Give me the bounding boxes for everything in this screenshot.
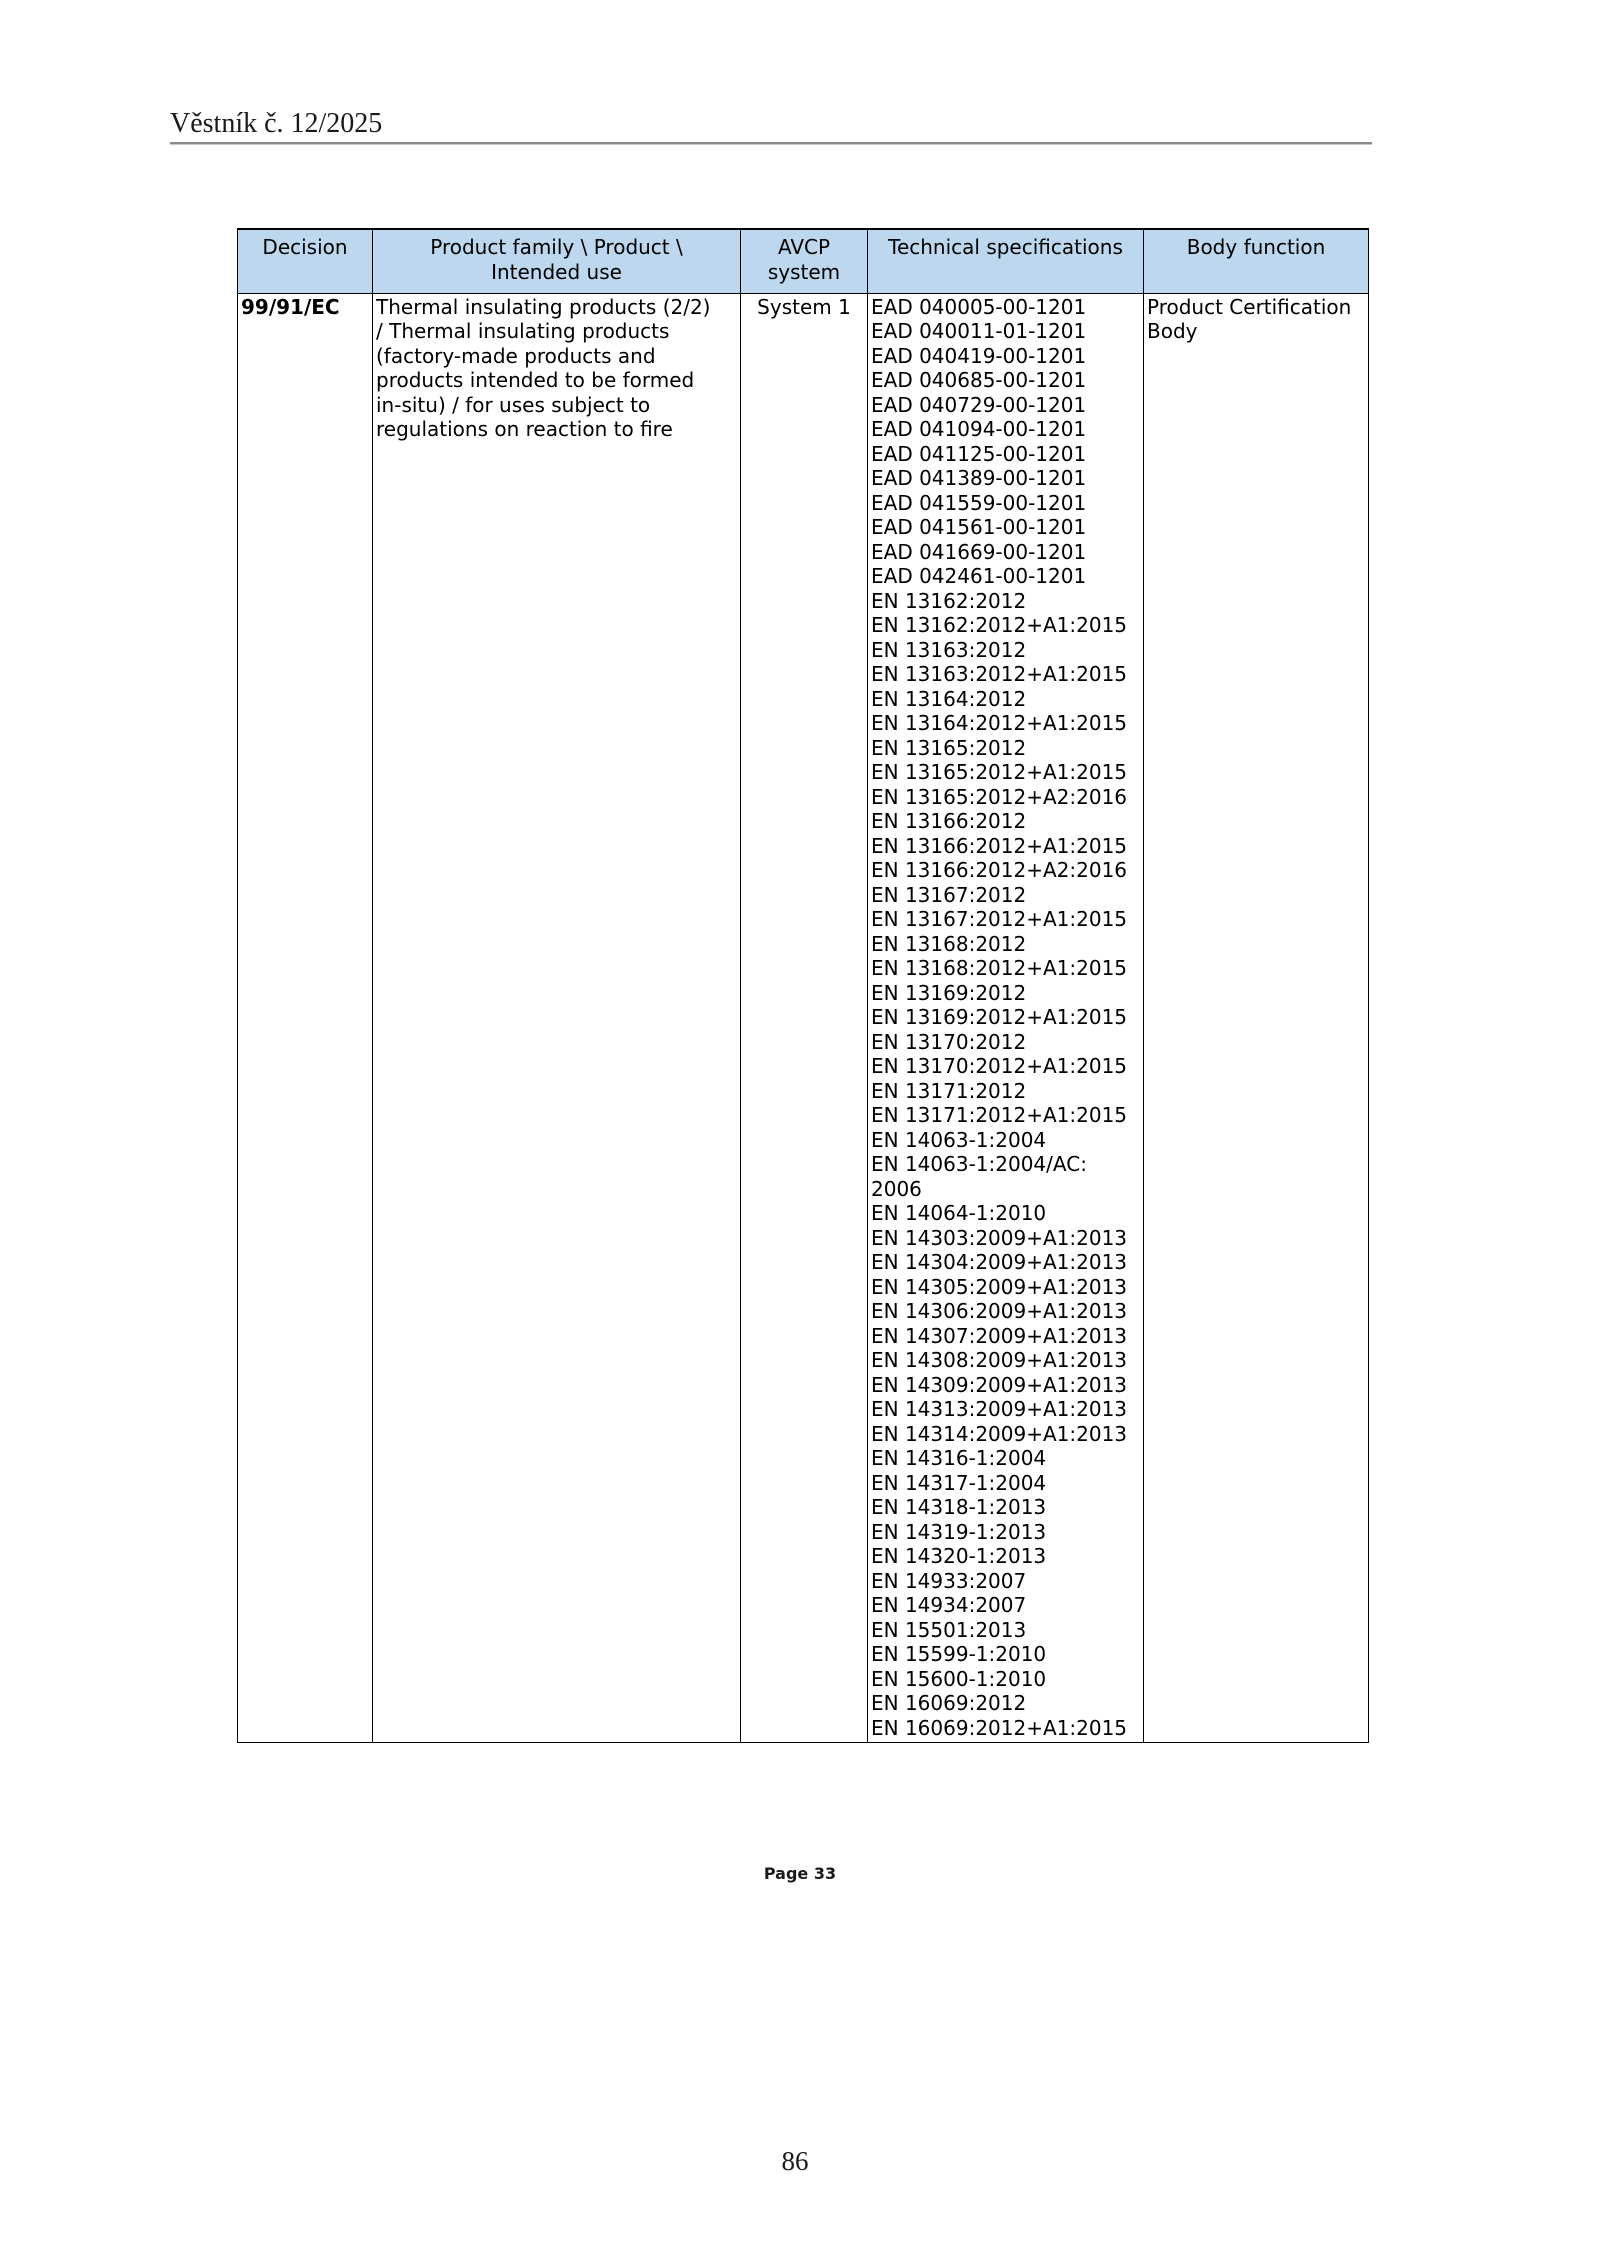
spec-line: EN 13169:2012 <box>871 980 1027 1005</box>
spec-line: EN 13170:2012 <box>871 1029 1027 1054</box>
col-header-decision-label: Decision <box>262 235 348 259</box>
spec-line: EAD 041125-00-1201 <box>871 441 1087 466</box>
body-function-line: Product Certification <box>1147 294 1352 319</box>
spec-line: EN 14317-1:2004 <box>871 1470 1047 1495</box>
product-family-cell <box>373 293 741 1743</box>
spec-line: EN 14320-1:2013 <box>871 1544 1047 1568</box>
spec-line: EN 14314:2009+A1:2013 <box>871 1421 1128 1446</box>
spec-line: EN 13168:2012 <box>871 931 1027 956</box>
decision-cell: 99/91/EC <box>238 293 373 1743</box>
spec-line: EAD 040685-00-1201 <box>871 368 1087 392</box>
spec-line: EN 14309:2009+A1:2013 <box>871 1372 1128 1397</box>
spec-line: EN 15501:2013 <box>871 1617 1027 1642</box>
product-family-line: (factory-made products and <box>376 343 656 368</box>
col-header-decision <box>238 229 373 293</box>
page-title: Věstník č. 12/2025 <box>170 108 383 139</box>
spec-line: EN 13170:2012+A1:2015 <box>871 1054 1128 1078</box>
spec-line: EAD 040011-01-1201 <box>871 319 1087 343</box>
spec-line: EN 13162:2012+A1:2015 <box>871 613 1128 637</box>
spec-line: EN 14064-1:2010 <box>871 1201 1047 1225</box>
col-header-product-family-line1: Product family \ Product \ <box>430 235 683 259</box>
col-header-product-family-line2: Intended use <box>491 259 622 284</box>
page-footer-label: Page 33 <box>763 1864 837 1883</box>
col-header-product-family <box>373 229 741 293</box>
spec-line: EAD 041669-00-1201 <box>871 539 1087 564</box>
spec-line: EAD 040005-00-1201 <box>871 294 1087 319</box>
col-header-avcp-line2: system <box>767 259 841 284</box>
spec-line: EN 13171:2012 <box>871 1078 1027 1103</box>
spec-line: EN 14318-1:2013 <box>871 1495 1047 1519</box>
avcp-system-cell: System 1 <box>741 293 868 1743</box>
col-header-avcp-line1: AVCP <box>777 235 831 259</box>
col-header-body-function <box>1144 229 1369 293</box>
decision-table <box>237 228 1368 1743</box>
spec-line: EN 14319-1:2013 <box>871 1519 1047 1544</box>
spec-line: EN 14307:2009+A1:2013 <box>871 1323 1128 1348</box>
col-header-technical-specifications-label: Technical specifications <box>888 235 1123 259</box>
spec-line: EN 13166:2012+A2:2016 <box>871 858 1128 882</box>
spec-line: EN 13162:2012 <box>871 588 1027 613</box>
product-family-line: Thermal insulating products (2/2) <box>376 294 711 319</box>
product-family-line: in-situ) / for uses subject to <box>376 392 651 417</box>
spec-line: EN 13166:2012+A1:2015 <box>871 833 1128 858</box>
product-family-line: regulations on reaction to fire <box>376 417 673 441</box>
spec-line: EN 13163:2012+A1:2015 <box>871 662 1128 686</box>
spec-line: EAD 041561-00-1201 <box>871 515 1087 539</box>
spec-line: EAD 040729-00-1201 <box>871 392 1087 417</box>
spec-line: EN 14063-1:2004 <box>871 1127 1047 1152</box>
spec-line: EN 14316-1:2004 <box>871 1446 1047 1470</box>
spec-line: EN 13167:2012 <box>871 882 1027 907</box>
table-header-row <box>238 229 1369 293</box>
product-family-line: / Thermal insulating products <box>376 319 670 343</box>
spec-line: EN 14305:2009+A1:2013 <box>871 1274 1128 1299</box>
spec-line: EN 13163:2012 <box>871 637 1027 662</box>
spec-line: EN 15600-1:2010 <box>871 1666 1047 1691</box>
spec-line: EN 14934:2007 <box>871 1593 1027 1617</box>
col-header-body-function-label: Body function <box>1186 235 1326 259</box>
spec-line: EN 13165:2012+A2:2016 <box>871 784 1128 809</box>
spec-line: EAD 042461-00-1201 <box>871 564 1087 588</box>
spec-line: EAD 040419-00-1201 <box>871 343 1087 368</box>
spec-line: EN 14306:2009+A1:2013 <box>871 1299 1128 1323</box>
spec-line: EN 13166:2012 <box>871 809 1027 833</box>
spec-line: EAD 041559-00-1201 <box>871 490 1087 515</box>
spec-line: EN 13167:2012+A1:2015 <box>871 907 1128 931</box>
header-divider-rule <box>170 142 1372 145</box>
spec-line: EN 13165:2012 <box>871 735 1027 760</box>
spec-line: EN 14063-1:2004/AC: <box>871 1152 1087 1176</box>
page-number: 86 <box>781 2146 809 2176</box>
spec-line: EN 14313:2009+A1:2013 <box>871 1397 1128 1421</box>
spec-line: EN 13164:2012+A1:2015 <box>871 711 1128 735</box>
table-row <box>238 293 1369 1743</box>
decision-table-grid <box>237 228 1369 1743</box>
spec-line: EN 13169:2012+A1:2015 <box>871 1005 1128 1029</box>
spec-line: EN 13165:2012+A1:2015 <box>871 760 1128 784</box>
body-function-line: Body <box>1147 319 1198 343</box>
spec-line: 2006 <box>871 1176 922 1201</box>
spec-line: EN 16069:2012+A1:2015 <box>871 1715 1128 1740</box>
spec-line: EAD 041094-00-1201 <box>871 417 1087 441</box>
spec-line: EN 16069:2012 <box>871 1691 1027 1715</box>
product-family-line: products intended to be formed <box>376 368 695 392</box>
spec-line: EN 14303:2009+A1:2013 <box>871 1225 1128 1250</box>
spec-line: EN 13168:2012+A1:2015 <box>871 956 1128 980</box>
spec-line: EN 15599-1:2010 <box>871 1642 1047 1666</box>
body-function-cell <box>1144 293 1369 1743</box>
technical-specifications-cell <box>868 293 1144 1743</box>
spec-line: EAD 041389-00-1201 <box>871 466 1087 490</box>
spec-line: EN 13164:2012 <box>871 686 1027 711</box>
col-header-avcp-system <box>741 229 868 293</box>
spec-line: EN 14308:2009+A1:2013 <box>871 1348 1128 1372</box>
col-header-technical-specifications <box>868 229 1144 293</box>
spec-line: EN 14933:2007 <box>871 1568 1027 1593</box>
spec-line: EN 14304:2009+A1:2013 <box>871 1250 1128 1274</box>
spec-line: EN 13171:2012+A1:2015 <box>871 1103 1128 1127</box>
